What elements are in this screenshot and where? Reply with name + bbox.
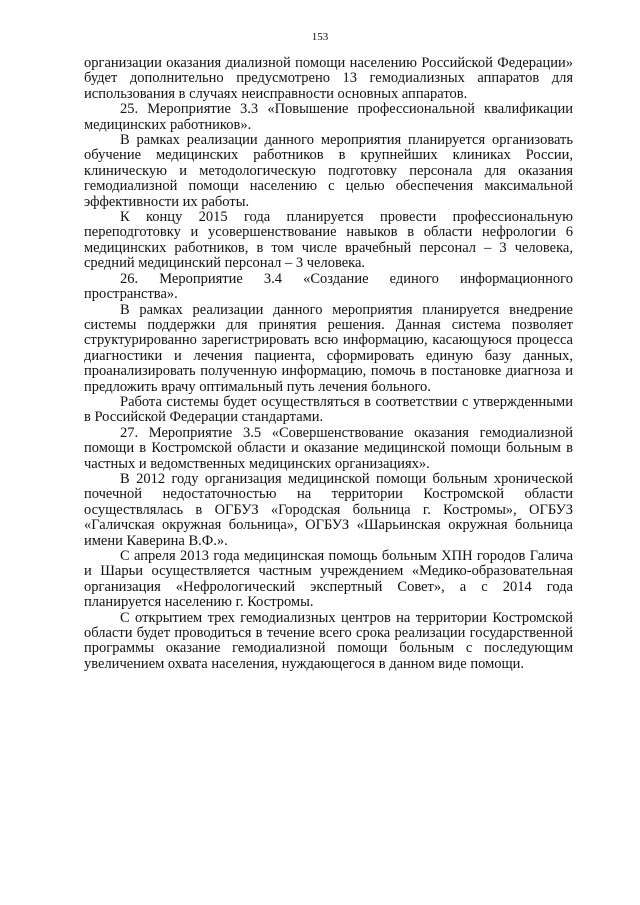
paragraph: 26. Мероприятие 3.4 «Создание единого информационного пространства».	[84, 270, 573, 303]
paragraph: С апреля 2013 года медицинская помощь больным ХПН городов Галича и Шарьи осуществляется частным учреждением «Медико-образовательная организация «Нефрологический экспертный Совет», а с 2014 года планируется населению г. Костромы.	[84, 548, 573, 611]
paragraph: В рамках реализации данного мероприятия планируется организовать обучение медицинских работников в крупнейших клиниках России, клиническую и методологическую подготовку персонала для оказания гемодиализной помощи населению с целью обеспечения максимальной эффективности их работы.	[84, 132, 573, 210]
paragraph: 27. Мероприятие 3.5 «Совершенствование оказания гемодиализной помощи в Костромской области и оказание медицинской помощи больным в частных и ведомственных медицинских организациях».	[84, 424, 573, 472]
page-number: 153	[311, 31, 329, 43]
paragraph: С открытием трех гемодиализных центров на территории Костромской области будет проводиться в течение всего срока реализации государственной программы оказание гемодиализной помощи больным с последующим увеличением охвата населения, нуждающегося в данном виде помощи.	[84, 609, 573, 672]
paragraph: В рамках реализации данного мероприятия планируется внедрение системы поддержки для принятия решения. Данная система позволяет структурированно зарегистрировать всю информацию, касающуюся процесса диагностики и лечения пациента, сформировать единую базу данных, проанализировать полученную информацию, помочь в постановке диагноза и предложить врачу оптимальный путь лечения больного.	[84, 301, 573, 395]
paragraph: Работа системы будет осуществляться в соответствии с утвержденными в Российской Федерации стандартами.	[84, 393, 573, 426]
paragraph: организации оказания диализной помощи населению Российской Федерации» будет дополнительно предусмотрено 13 гемодиализных аппаратов для использования в случаях неисправности основных аппаратов.	[84, 55, 573, 102]
document-body	[84, 56, 573, 672]
paragraph: К концу 2015 года планируется провести профессиональную переподготовку и усовершенствование навыков в области нефрологии 6 медицинских работников, в том числе врачебный персонал – 3 человека, средний медицинский персонал – 3 человека.	[84, 209, 573, 272]
paragraph: В 2012 году организация медицинской помощи больным хронической почечной недостаточностью на территории Костромской области осуществлялась в ОГБУЗ «Городская больница г. Костромы», ОГБУЗ «Галичская окружная больница», ОГБУЗ «Шарьинская окружная больница имени Каверина В.Ф.».	[84, 470, 573, 549]
paragraph: 25. Мероприятие 3.3 «Повышение профессиональной квалификации медицинских работников».	[84, 101, 573, 133]
